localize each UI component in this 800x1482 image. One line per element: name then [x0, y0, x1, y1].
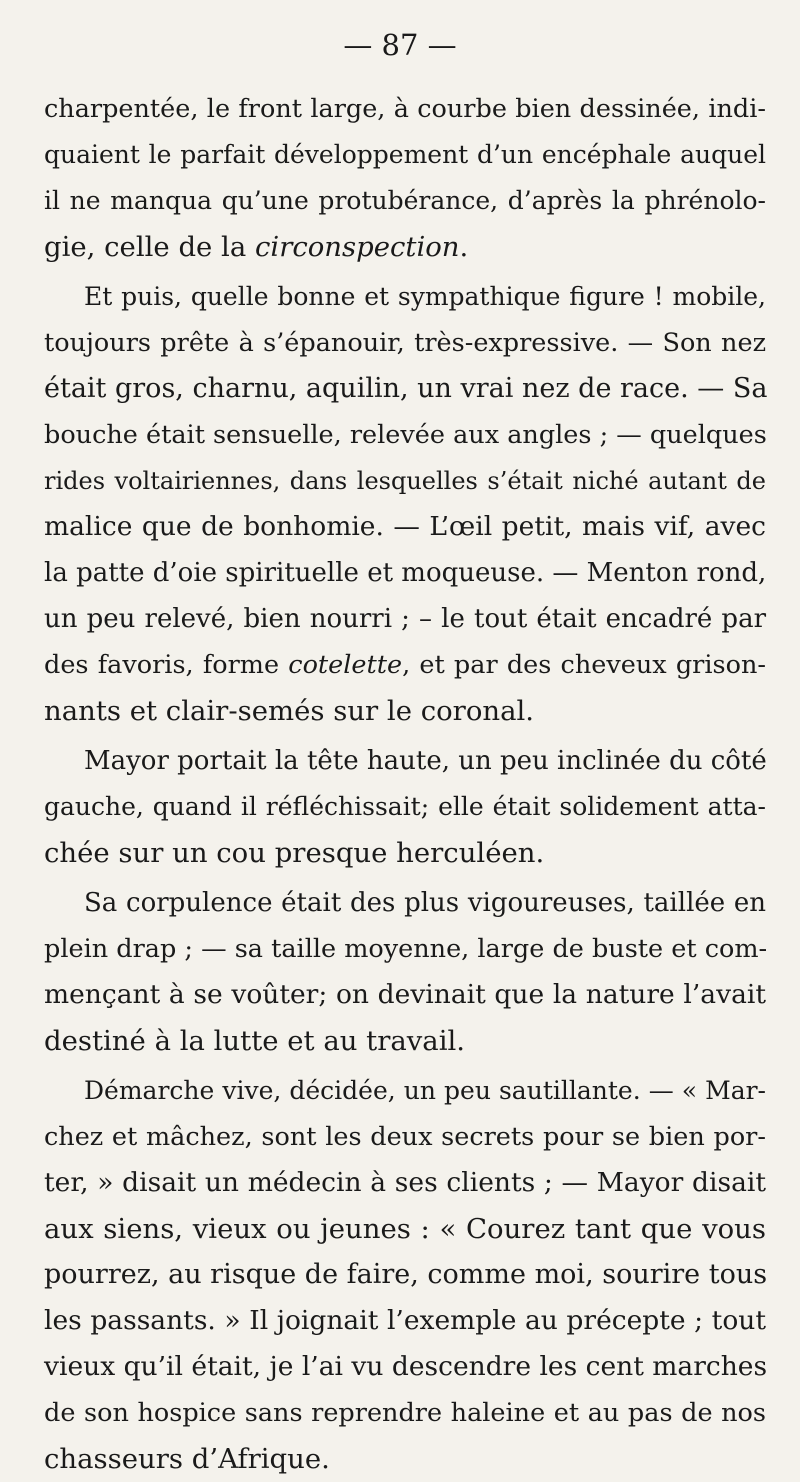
text-line — [44, 1252, 766, 1298]
text-segment: rides voltairiennes, dans lesquelles s’était niché autant de — [44, 467, 766, 495]
text-segment: , et par des cheveux grison- — [402, 650, 766, 680]
text-segment: gie, celle de la — [44, 231, 255, 263]
text-segment: pourrez, au risque de faire, comme moi, sourire tous — [44, 1259, 768, 1290]
page-number: — 87 — — [343, 28, 457, 62]
italic-text: cotelette — [288, 650, 403, 680]
text-line — [44, 1344, 766, 1390]
text-line — [44, 738, 766, 784]
text-segment: toujours prête à s’épanouir, très-expressive. — Son nez — [44, 328, 766, 358]
text-segment: gauche, quand il réfléchissait; elle était solidement atta- — [44, 792, 766, 821]
text-segment: de son hospice sans reprendre haleine et au pas de nos — [44, 1398, 766, 1428]
text-line — [44, 784, 766, 830]
text-line — [44, 1206, 766, 1252]
text-line — [44, 366, 766, 412]
text-line — [44, 274, 766, 320]
text-line — [44, 504, 766, 550]
text-line — [44, 412, 766, 458]
text-segment: nants et clair-semés sur le coronal. — [44, 695, 535, 727]
text-line — [44, 972, 766, 1018]
text-line — [44, 550, 766, 596]
text-line — [44, 224, 766, 270]
text-segment: charpentée, le front large, à courbe bien dessinée, indi- — [44, 94, 766, 124]
text-segment: la patte d’oie spirituelle et moqueuse. — Menton rond, — [44, 558, 767, 588]
text-line — [44, 642, 766, 688]
text-segment: bouche était sensuelle, relevée aux angles ; — quelques — [44, 420, 767, 450]
text-line — [44, 132, 766, 178]
text-segment: Et puis, quelle bonne et sympathique figure ! mobile, — [84, 282, 766, 311]
text-segment: plein drap ; — sa taille moyenne, large de buste et com- — [44, 934, 768, 964]
text-segment: ter, » disait un médecin à ses clients ; — Mayor disait — [44, 1167, 766, 1198]
text-line — [44, 926, 766, 972]
text-line — [44, 1018, 766, 1064]
text-segment: il ne manqua qu’une protubérance, d’après la phrénolo- — [44, 186, 766, 215]
text-segment: . — [459, 231, 469, 263]
text-segment: Démarche vive, décidée, un peu sautillante. — « Mar- — [84, 1076, 766, 1105]
text-segment: destiné à la lutte et au travail. — [44, 1025, 466, 1057]
text-segment: des favoris, forme — [44, 650, 289, 680]
body-text — [44, 86, 766, 1482]
text-segment: Sa corpulence était des plus vigoureuses, taillée en — [84, 888, 766, 918]
text-segment: chée sur un cou presque herculéen. — [44, 837, 545, 869]
text-line — [44, 688, 766, 734]
text-segment: mençant à se voûter; on devinait que la nature l’avait — [44, 979, 766, 1010]
text-segment: aux siens, vieux ou jeunes : « Courez tant que vous — [44, 1213, 766, 1245]
text-line — [44, 1436, 766, 1482]
text-line — [44, 1298, 766, 1344]
text-line — [44, 458, 766, 504]
text-line — [44, 1068, 766, 1114]
text-segment: était gros, charnu, aquilin, un vrai nez de race. — Sa — [44, 373, 768, 404]
text-segment: malice que de bonhomie. — L’œil petit, mais vif, avec — [44, 511, 766, 542]
text-line — [44, 178, 766, 224]
text-line — [44, 830, 766, 876]
text-line — [44, 880, 766, 926]
text-segment: un peu relevé, bien nourri ; – le tout était encadré par — [44, 604, 766, 634]
text-line — [44, 86, 766, 132]
text-segment: Mayor portait la tête haute, un peu inclinée du côté — [84, 746, 767, 776]
italic-text: circonspection — [255, 231, 460, 263]
text-segment: vieux qu’il était, je l’ai vu descendre les cent marches — [44, 1351, 768, 1382]
text-segment: chez et mâchez, sont les deux secrets pour se bien por- — [44, 1122, 766, 1152]
text-line — [44, 1390, 766, 1436]
text-line — [44, 596, 766, 642]
text-line — [44, 320, 766, 366]
text-segment: quaient le parfait développement d’un encéphale auquel — [44, 140, 766, 169]
text-segment: chasseurs d’Afrique. — [44, 1443, 330, 1475]
text-line — [44, 1114, 766, 1160]
text-segment: les passants. » Il joignait l’exemple au précepte ; tout — [44, 1305, 766, 1336]
text-line — [44, 1160, 766, 1206]
